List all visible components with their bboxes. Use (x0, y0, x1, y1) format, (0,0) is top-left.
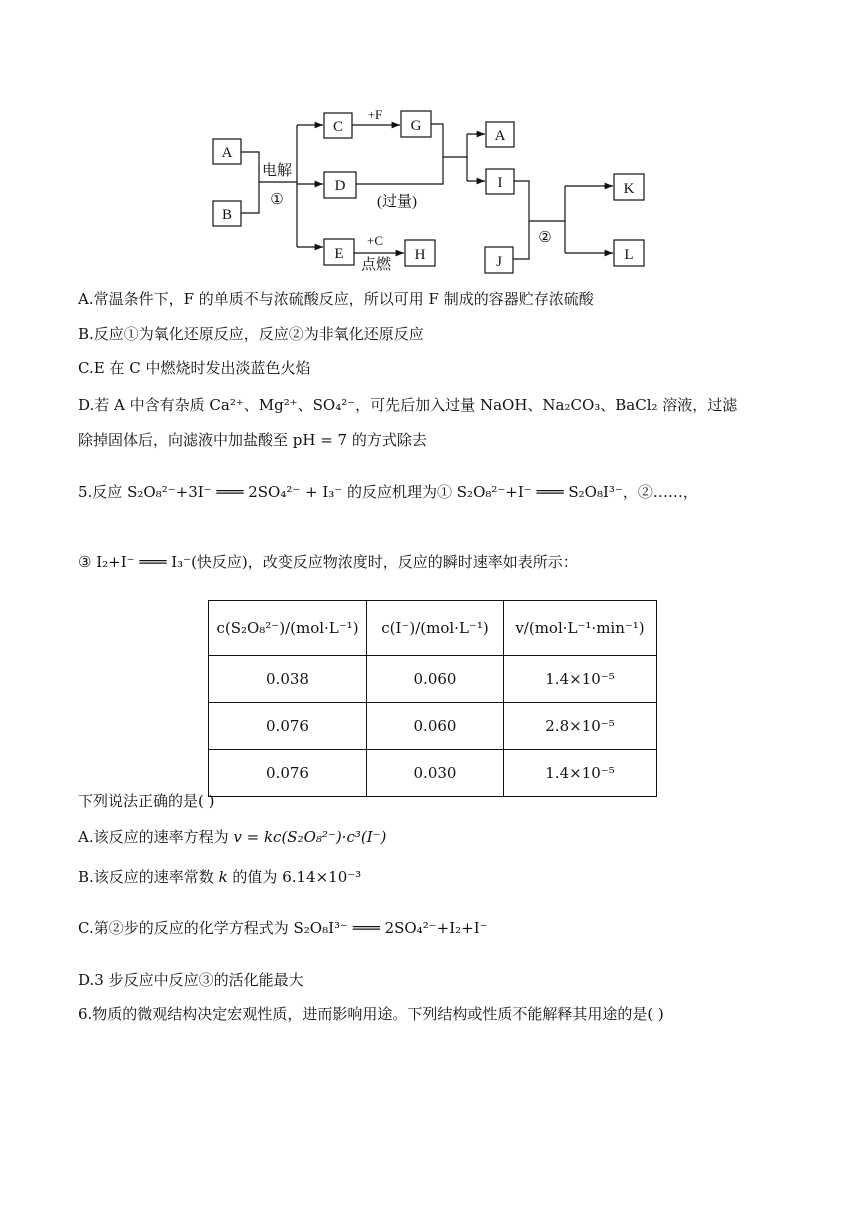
rate-data-table (208, 600, 657, 797)
q5-option-b-value: 6.14×10⁻³ (282, 868, 362, 886)
q5-stem-line2 (78, 552, 578, 572)
table-cell: 0.076 (209, 703, 367, 750)
table-row (209, 750, 657, 797)
q6-stem: 6.物质的微观结构决定宏观性质，进而影响用途。下列结构或性质不能解释其用途的是( ) (78, 1005, 664, 1023)
q5-option-b-prefix: B.该反应的速率常数 (78, 868, 219, 886)
table-header-cell: c(S₂O₈²⁻)/(mol·L⁻¹) (209, 601, 367, 656)
q4-option-b: B.反应①为氧化还原反应，反应②为非氧化还原反应 (78, 325, 424, 343)
label-electrolysis: 电解 (261, 163, 293, 179)
q4-option-d-line1 (78, 395, 737, 415)
q5-option-b (78, 867, 361, 887)
q5-option-a-prefix: A.该反应的速率方程为 (78, 828, 234, 846)
q5-step3-equation: I₂+I⁻ ═══ I₃⁻ (96, 553, 192, 571)
q5-option-c-equation: S₂O₈I³⁻ ═══ 2SO₄²⁻+I₂+I⁻ (293, 919, 488, 937)
table-header-cell: c(I⁻)/(mol·L⁻¹) (367, 601, 504, 656)
q5-option-c (78, 918, 488, 938)
path-i-down (514, 181, 529, 221)
table-header-row (209, 601, 657, 656)
label-reaction-2: ② (538, 230, 552, 246)
box-l-label: L (624, 247, 634, 263)
table-cell: 1.4×10⁻⁵ (504, 750, 657, 797)
box-c-label: C (332, 119, 344, 135)
reaction-flow-diagram (205, 105, 665, 280)
bracket-ab (241, 152, 259, 213)
table-row (209, 703, 657, 750)
box-j-label: J (496, 254, 502, 270)
q5-option-d: D.3 步反应中反应③的活化能最大 (78, 971, 304, 989)
table-header-cell: v/(mol·L⁻¹·min⁻¹) (504, 601, 657, 656)
table-cell: 0.076 (209, 750, 367, 797)
q4-option-c: C.E 在 C 中燃烧时发出淡蓝色火焰 (78, 359, 311, 377)
path-j-up (513, 221, 529, 259)
box-h-label: H (414, 247, 426, 263)
box-b-label: B (221, 207, 233, 223)
table-cell: 0.060 (367, 656, 504, 703)
label-excess: (过量) (377, 194, 417, 210)
q4-option-d-post: 溶液，过滤 (657, 396, 738, 414)
table-row (209, 656, 657, 703)
table-cell: 2.8×10⁻⁵ (504, 703, 657, 750)
box-a-output-label: A (494, 128, 506, 144)
q5-stem-line1 (78, 482, 698, 502)
q5-step3-prefix: ③ (78, 553, 97, 571)
q5-option-a (78, 827, 386, 847)
label-reaction-1: ① (270, 192, 284, 208)
q4-option-d-prefix: D.若 A 中含有杂质 (78, 396, 210, 414)
box-g-label: G (410, 118, 422, 134)
q5-overall-equation: S₂O₈²⁻+3I⁻ ═══ 2SO₄²⁻ + I₃⁻ (127, 483, 343, 501)
q4-option-d-line2: 除掉固体后，向滤液中加盐酸至 pH = 7 的方式除去 (78, 431, 427, 449)
q4-option-d-mid: ，可先后加入过量 (355, 396, 480, 414)
label-ignite: 点燃 (360, 257, 392, 273)
box-d-label: D (334, 178, 346, 194)
label-plus-c: +C (366, 233, 384, 248)
q5-option-a-equation: v = kc(S₂O₈²⁻)·c³(I⁻) (233, 828, 387, 846)
q4-option-d-ions: Ca²⁺、Mg²⁺、SO₄²⁻ (209, 396, 356, 414)
q5-step1-equation: S₂O₈²⁻+I⁻ ═══ S₂O₈I³⁻ (456, 483, 623, 501)
q4-option-d-reagents: NaOH、Na₂CO₃、BaCl₂ (479, 396, 658, 414)
q5-step3-post: (快反应)，改变反应物浓度时，反应的瞬时速率如表所示： (191, 553, 578, 571)
box-i-label: I (497, 175, 503, 191)
table-cell: 0.038 (209, 656, 367, 703)
q5-stem-prefix: 5.反应 (78, 483, 128, 501)
q4-option-a: A.常温条件下，F 的单质不与浓硫酸反应，所以可用 F 制成的容器贮存浓硫酸 (78, 290, 594, 308)
table-cell: 0.030 (367, 750, 504, 797)
q5-option-b-mid: 的值为 (227, 868, 283, 886)
box-e-label: E (334, 246, 344, 262)
table-cell: 0.060 (367, 703, 504, 750)
table-cell: 1.4×10⁻⁵ (504, 656, 657, 703)
q5-stem-post: ，②……， (622, 483, 698, 501)
q5-stem-mid: 的反应机理为① (342, 483, 457, 501)
box-a-input-label: A (221, 145, 233, 161)
q5-option-c-prefix: C.第②步的反应的化学方程式为 (78, 919, 294, 937)
q5-prompt: 下列说法正确的是( ) (78, 792, 215, 810)
label-plus-f: +F (367, 107, 383, 122)
box-k-label: K (623, 181, 635, 197)
q5-option-b-k: k (218, 868, 228, 886)
